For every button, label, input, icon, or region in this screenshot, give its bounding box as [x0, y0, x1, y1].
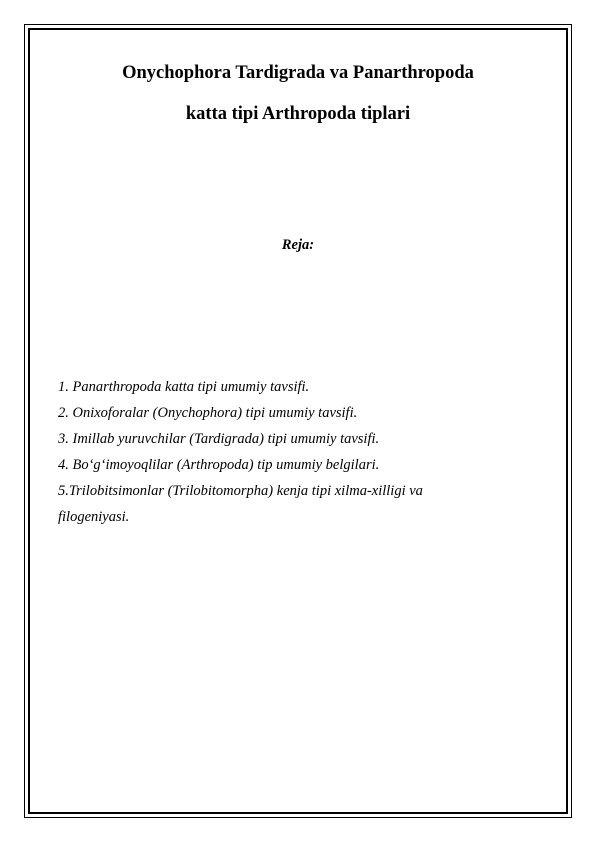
plan-item: 3. Imillab yuruvchilar (Tardigrada) tipi umumiy tavsifi.: [58, 431, 380, 447]
document-title-line-1: Onychophora Tardigrada va Panarthropoda: [122, 63, 474, 83]
plan-item: 2. Onixoforalar (Onychophora) tipi umumiy tavsifi.: [58, 405, 358, 421]
plan-item: 5.Trilobitsimonlar (Trilobitomorpha) kenja tipi xilma-xilligi va: [58, 483, 423, 499]
plan-heading: Reja:: [281, 237, 315, 253]
plan-item: 1. Panarthropoda katta tipi umumiy tavsifi.: [58, 379, 310, 395]
document-title-line-2: katta tipi Arthropoda tiplari: [185, 104, 411, 124]
plan-list: [58, 378, 558, 534]
plan-item: filogeniyasi.: [58, 509, 130, 525]
plan-item: 4. Bo‘g‘imoyoqlilar (Arthropoda) tip umumiy belgilari.: [58, 457, 380, 473]
